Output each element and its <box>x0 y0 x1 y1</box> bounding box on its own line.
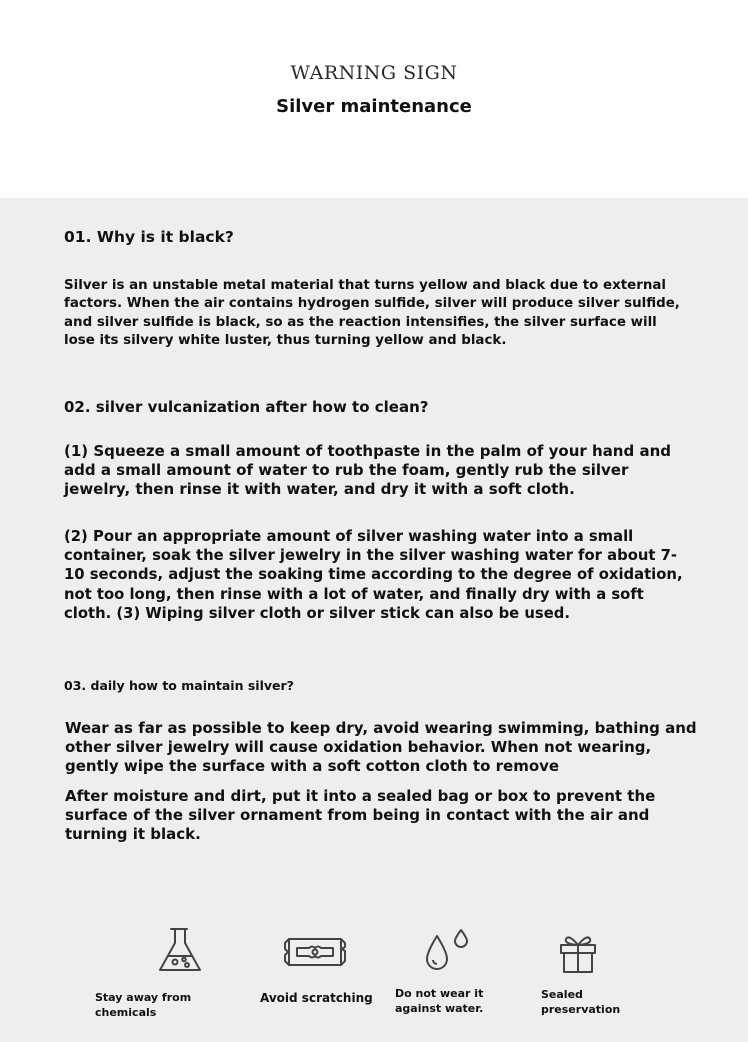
section-2-paragraph-2: (2) Pour an appropriate amount of silver washing water into a small container, soak the silver jewelry in the silver washing water for about 7-10 seconds, adjust the soaking time according to the degree of oxidation, not too long, then rinse with a lot of water, and finally dry with a soft cloth. (3) Wiping silver cloth or silver stick can also be used. <box>64 528 683 622</box>
caption-sealed-preservation: Sealed preservation <box>541 988 621 1016</box>
caption-avoid-scratching: Avoid scratching <box>260 991 373 1005</box>
razor-blade-icon <box>283 934 347 970</box>
section-3-paragraph-1: Wear as far as possible to keep dry, avoid wearing swimming, bathing and other silver jewelry will cause oxidation behavior. When not wearing, gently wipe the surface with a soft cotton cloth to remove <box>65 719 697 775</box>
header <box>0 0 748 198</box>
warning-title: WARNING SIGN <box>290 62 458 84</box>
section-3-paragraph-2: After moisture and dirt, put it into a sealed bag or box to prevent the surface of the silver ornament from being in contact with the air and turning it black. <box>65 787 656 844</box>
section-heading-1: 01. Why is it black? <box>64 228 234 246</box>
section-1-paragraph: Silver is an unstable metal material that turns yellow and black due to external factors. When the air contains hydrogen sulfide, silver will produce silver sulfide, and silver sulfide is black, so as the reaction intensifies, the silver surface will lose its silvery white luster, thus turning yellow and black. <box>64 278 680 348</box>
flask-icon <box>156 926 204 974</box>
water-drops-icon <box>422 928 472 974</box>
section-2-paragraph-1: (1) Squeeze a small amount of toothpaste in the palm of your hand and add a small amount of water to rub the foam, gently rub the silver jewelry, then rinse it with water, and dry it with a soft cloth. <box>64 442 671 498</box>
page-title: Silver maintenance <box>276 96 472 117</box>
section-heading-2: 02. silver vulcanization after how to clean? <box>64 398 429 416</box>
caption-do-not-wear-against-water: Do not wear it against water. <box>395 987 484 1015</box>
section-heading-3: 03. daily how to maintain silver? <box>64 678 294 693</box>
caption-stay-away-from-chemicals: Stay away from chemicals <box>95 991 192 1019</box>
gift-box-icon <box>558 932 598 974</box>
